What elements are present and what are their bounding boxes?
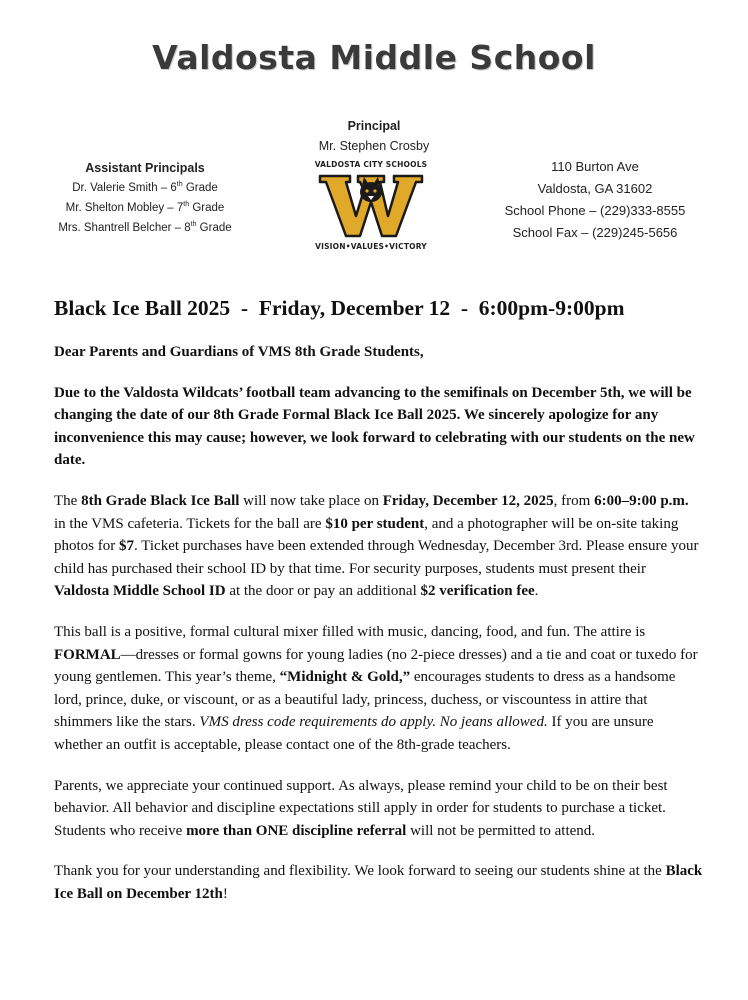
contact-block	[480, 156, 710, 244]
school-fax: School Fax – (229)245-5656	[512, 225, 678, 240]
logo-bottom-text: VISION•VALUES•VICTORY	[315, 242, 427, 251]
behavior-paragraph: Parents, we appreciate your continued support. As always, please remind your child to be on their best behavior. All behavior and discipline expectations still apply in order for students to purchase a ticket. Students who receive more than ONE discipline referral will not be permitted to attend.	[54, 777, 668, 839]
assistant-principal-1: Dr. Valerie Smith – 6th Grade	[72, 181, 218, 194]
assistant-principal-3: Mrs. Shantrell Belcher – 8th Grade	[58, 221, 232, 234]
event-details-paragraph: The 8th Grade Black Ice Ball will now take place on Friday, December 12, 2025, from 6:00–9:00 p.m. in the VMS cafeteria. Tickets for the ball are $10 per student, and a photographer will be on-site taking photos for $7. Ticket purchases have been extended through Wednesday, December 3rd. Please ensure your child has purchased their school ID by that time. For security purposes, students must present their Valdosta Middle School ID at the door or pay an additional $2 verification fee.	[54, 492, 699, 600]
address-line-1: 110 Burton Ave	[551, 159, 639, 174]
school-phone: School Phone – (229)333-8555	[504, 203, 686, 218]
greeting: Dear Parents and Guardians of VMS 8th Grade Students,	[54, 344, 424, 360]
logo-top-text: VALDOSTA CITY SCHOOLS	[314, 160, 428, 169]
address-line-2: Valdosta, GA 31602	[537, 181, 653, 196]
principal-name: Mr. Stephen Crosby	[318, 139, 430, 153]
assistant-principals-label: Assistant Principals	[85, 161, 205, 175]
principal-block	[284, 116, 464, 156]
wildcat-w-icon	[318, 172, 424, 240]
school-logo	[306, 160, 436, 254]
assistant-principals-block	[30, 158, 260, 238]
school-name: Valdosta Middle School	[152, 38, 596, 77]
principal-label: Principal	[347, 119, 401, 133]
closing-paragraph: Thank you for your understanding and flexibility. We look forward to seeing our students shine at the Black Ice Ball on December 12th!	[54, 863, 703, 902]
event-title: Black Ice Ball 2025 - Friday, December 12 - 6:00pm-9:00pm	[54, 296, 625, 320]
assistant-principal-2: Mr. Shelton Mobley – 7th Grade	[65, 201, 225, 214]
dress-code-paragraph: This ball is a positive, formal cultural mixer filled with music, dancing, food, and fun. The attire is FORMAL—dresses or formal gowns for young ladies (no 2-piece dresses) and a tie and coat or tuxedo for young gentlemen. This year’s theme, “Midnight & Gold,” encourages students to dress as a handsome lord, prince, duke, or viscount, or as a beautiful lady, princess, duchess, or viscountess in attire that shimmers like the stars. VMS dress code requirements do apply. No jeans allowed. If you are unsure whether an outfit is acceptable, please contact one of the 8th-grade teachers.	[54, 623, 698, 753]
date-change-notice: Due to the Valdosta Wildcats’ football team advancing to the semifinals on December 5th, we will be changing the date of our 8th Grade Formal Black Ice Ball 2025. We sincerely apologize for any inconvenience this may cause; however, we look forward to celebrating with our students on the new date.	[54, 384, 695, 469]
letter-body	[54, 296, 704, 923]
